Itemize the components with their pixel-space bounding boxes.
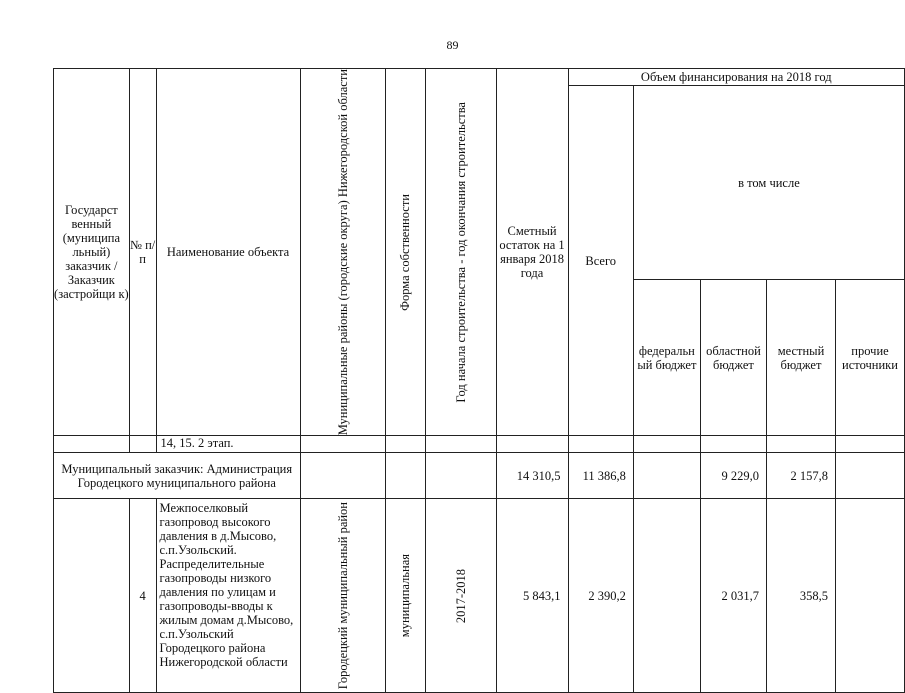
customer-regional: 9 229,0	[700, 453, 766, 499]
customer-label: Муниципальный заказчик: Администрация Городецкого муниципального района	[54, 453, 301, 499]
header-customer: Государст венный (муниципа льный) заказчик / Заказчик (застройщи к)	[54, 69, 130, 436]
header-districts: Муниципальные районы (городские округа) Нижегородской области	[335, 69, 350, 436]
object-years-cell	[425, 499, 496, 693]
header-estimate-balance: Сметный остаток на 1 января 2018 года	[496, 69, 568, 436]
object-name: Межпоселковый газопровод высокого давления в д.Мысово, с.п.Узольский. Распределительные газопроводы низкого давления по улицам и газопроводы-вводы к жилым домам д.Мысово, с.п.Узольский Городецкого района Нижегородской области	[156, 499, 300, 693]
object-number: 4	[129, 499, 156, 693]
object-federal	[633, 499, 700, 693]
continuation-object-name: 14, 15. 2 этап.	[156, 436, 300, 453]
object-estimate-balance: 5 843,1	[496, 499, 568, 693]
cell-empty	[300, 453, 385, 499]
header-years-cell	[425, 69, 496, 436]
cell-empty	[568, 436, 633, 453]
header-total: Всего	[568, 86, 633, 436]
header-number: № п/п	[129, 69, 156, 436]
header-object-name: Наименование объекта	[156, 69, 300, 436]
cell-empty	[766, 436, 835, 453]
header-regional: областной бюджет	[700, 280, 766, 436]
cell-empty	[129, 436, 156, 453]
object-years: 2017-2018	[453, 568, 468, 623]
object-ownership-cell	[385, 499, 425, 693]
header-other: прочие источники	[836, 280, 905, 436]
customer-total: 11 386,8	[568, 453, 633, 499]
cell-empty	[633, 436, 700, 453]
cell-empty	[385, 453, 425, 499]
header-ownership: Форма собственности	[398, 193, 413, 311]
cell-empty	[700, 436, 766, 453]
customer-row	[54, 453, 905, 499]
header-row-1	[54, 69, 905, 86]
object-district: Городецкий муниципальный район	[335, 502, 350, 690]
object-ownership: муниципальная	[398, 554, 413, 638]
customer-federal	[633, 453, 700, 499]
cell-empty	[496, 436, 568, 453]
continuation-row	[54, 436, 905, 453]
cell-empty	[54, 499, 130, 693]
customer-other	[836, 453, 905, 499]
cell-empty	[54, 436, 130, 453]
object-other	[836, 499, 905, 693]
investment-table	[53, 68, 905, 693]
customer-local: 2 157,8	[766, 453, 835, 499]
customer-estimate-balance: 14 310,5	[496, 453, 568, 499]
header-districts-cell	[300, 69, 385, 436]
cell-empty	[385, 436, 425, 453]
object-total: 2 390,2	[568, 499, 633, 693]
header-federal: федеральн ый бюджет	[633, 280, 700, 436]
header-local: местный бюджет	[766, 280, 835, 436]
cell-empty	[425, 436, 496, 453]
header-ownership-cell	[385, 69, 425, 436]
header-funding-group: Объем финансирования на 2018 год	[568, 69, 904, 86]
object-row	[54, 499, 905, 693]
header-including: в том числе	[633, 86, 904, 280]
page-number: 89	[446, 38, 459, 52]
object-district-cell	[300, 499, 385, 693]
object-local: 358,5	[766, 499, 835, 693]
cell-empty	[836, 436, 905, 453]
cell-empty	[300, 436, 385, 453]
cell-empty	[425, 453, 496, 499]
header-years: Год начала строительства - год окончания строительства	[453, 101, 468, 403]
object-regional: 2 031,7	[700, 499, 766, 693]
